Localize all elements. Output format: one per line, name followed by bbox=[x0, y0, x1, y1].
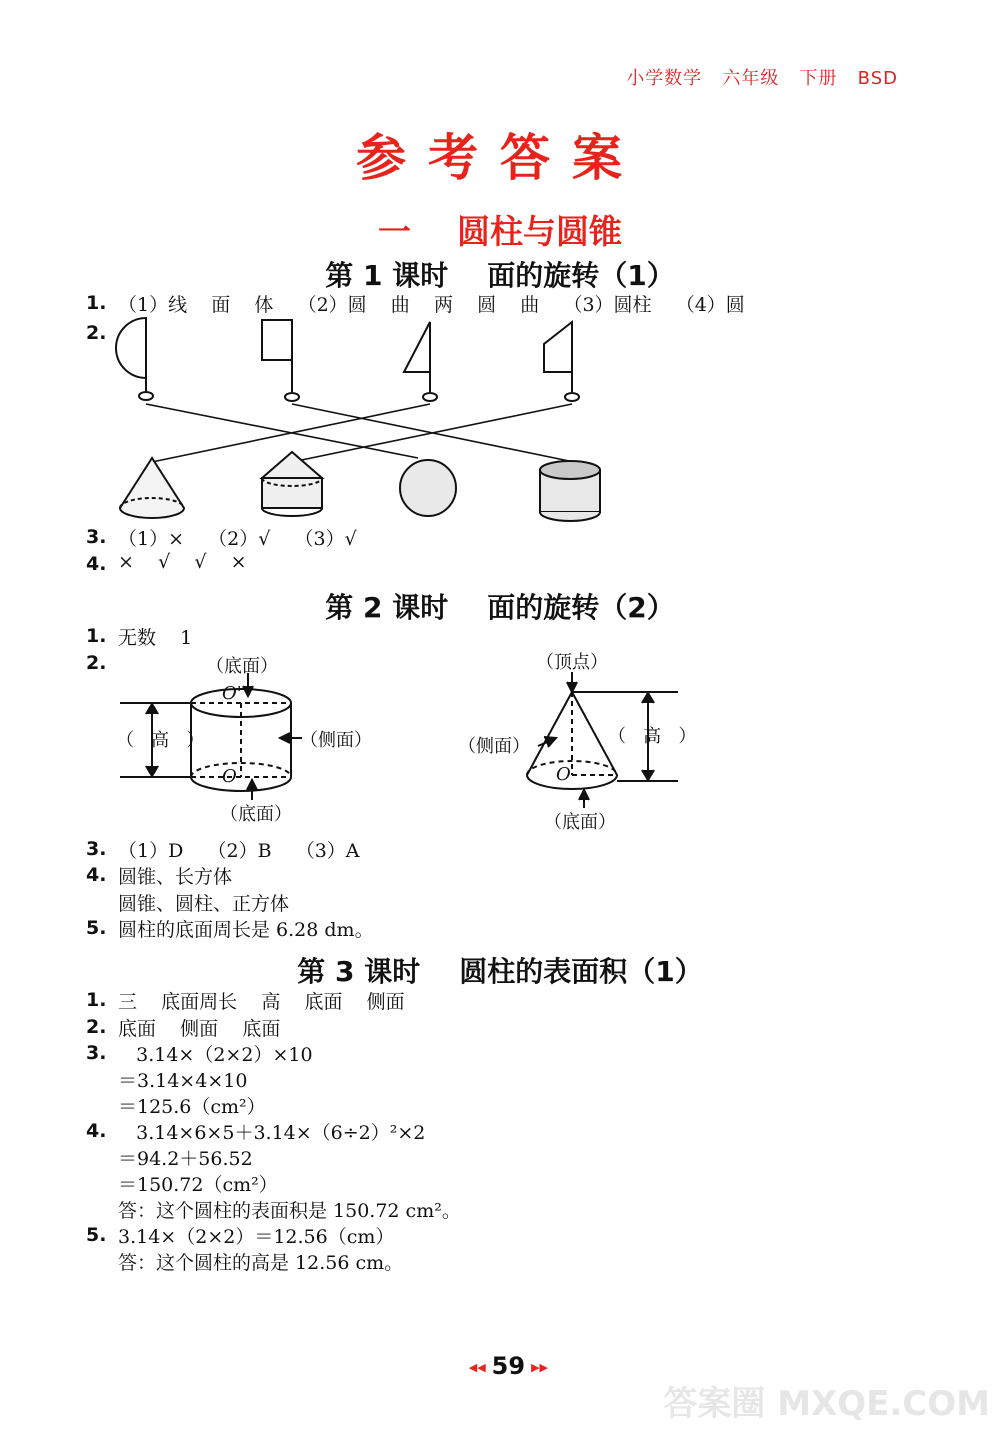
l2-q4-num: 4. bbox=[86, 864, 107, 886]
cyl-o-label: O bbox=[222, 766, 237, 787]
l2-q5-answer: 圆柱的底面周长是 6.28 dm。 bbox=[118, 919, 374, 941]
l3-q4-line4: 答：这个圆柱的表面积是 150.72 cm²。 bbox=[118, 1200, 461, 1222]
solid-cone-on-cylinder bbox=[262, 452, 322, 516]
lesson-1-title: 第 1 课时 面的旋转（1） bbox=[325, 259, 675, 292]
l3-q5-line2: 答：这个圆柱的高是 12.56 cm。 bbox=[118, 1252, 404, 1274]
cyl-bottom-label: （底面） bbox=[220, 804, 292, 825]
l3-q2-answer: 底面 侧面 底面 bbox=[118, 1018, 281, 1040]
l3-q1-answer: 三 底面周长 高 底面 侧面 bbox=[118, 991, 405, 1013]
lesson-2-title: 第 2 课时 面的旋转（2） bbox=[325, 591, 675, 624]
page-number: 59 bbox=[491, 1352, 526, 1380]
l3-q3-num: 3. bbox=[86, 1042, 107, 1064]
next-arrows-icon: ▶▶ bbox=[531, 1360, 548, 1374]
l3-q3-line3: ＝125.6（cm²） bbox=[118, 1096, 266, 1118]
l2-q4-answer-b: 圆锥、圆柱、正方体 bbox=[118, 893, 290, 915]
l1-q1-num: 1. bbox=[86, 292, 107, 314]
cyl-o2-label: O' bbox=[222, 683, 242, 704]
prev-arrows-icon: ◀◀ bbox=[468, 1360, 486, 1374]
l1-q2-num: 2. bbox=[86, 322, 107, 344]
l1-q4-num: 4. bbox=[86, 553, 107, 575]
cyl-height-label: （ 高 ） bbox=[116, 730, 205, 751]
flag-triangle bbox=[404, 322, 437, 401]
l3-q4-num: 4. bbox=[86, 1120, 107, 1142]
cyl-side-label: （侧面） bbox=[300, 730, 372, 751]
l2-q1-num: 1. bbox=[86, 625, 107, 647]
cone-bottom-label: （底面） bbox=[544, 812, 616, 833]
solid-cone bbox=[120, 458, 184, 518]
l1-q3-answer: （1）× （2）√ （3）√ bbox=[118, 528, 357, 550]
watermark: 答案圈 MXQE.COM bbox=[663, 1384, 990, 1424]
l2-q3-answer: （1）D （2）B （3）A bbox=[118, 840, 360, 862]
cone-o-label: O bbox=[556, 764, 571, 785]
l3-q5-line1: 3.14×（2×2）＝12.56（cm） bbox=[118, 1226, 395, 1248]
l3-q1-num: 1. bbox=[86, 989, 107, 1011]
l3-q2-num: 2. bbox=[86, 1016, 107, 1038]
lesson-3-title: 第 3 课时 圆柱的表面积（1） bbox=[297, 955, 703, 988]
cone-top-label: （顶点） bbox=[536, 652, 608, 673]
solid-sphere bbox=[400, 460, 456, 516]
l2-q1-answer: 无数 1 bbox=[118, 627, 193, 649]
l3-q3-line2: ＝3.14×4×10 bbox=[118, 1070, 248, 1092]
l3-q4-line1: 3.14×6×5＋3.14×（6÷2）²×2 bbox=[118, 1122, 426, 1144]
l1-q4-answer: × √ √ × bbox=[118, 551, 247, 573]
unit-number: 一 bbox=[378, 212, 411, 251]
flag-rectangle bbox=[262, 320, 299, 401]
unit-name: 圆柱与圆锥 bbox=[457, 212, 622, 251]
flag-semicircle bbox=[116, 318, 153, 400]
l2-q3-num: 3. bbox=[86, 838, 107, 860]
l2-q4-answer-a: 圆锥、长方体 bbox=[118, 866, 233, 888]
l3-q3-line1: 3.14×（2×2）×10 bbox=[118, 1044, 313, 1066]
l3-q5-num: 5. bbox=[86, 1224, 107, 1246]
book-header: 小学数学 六年级 下册 BSD bbox=[626, 68, 898, 89]
flag-trapezoid bbox=[544, 322, 579, 401]
matching-lines bbox=[146, 404, 574, 462]
l1-q1-answer: （1）线 面 体 （2）圆 曲 两 圆 曲 （3）圆柱 （4）圆 bbox=[118, 294, 745, 316]
l3-q4-line3: ＝150.72（cm²） bbox=[118, 1174, 278, 1196]
l2-q5-num: 5. bbox=[86, 917, 107, 939]
l3-q4-line2: ＝94.2＋56.52 bbox=[118, 1148, 253, 1170]
solid-cylinder bbox=[540, 461, 600, 521]
cone-height-label: （ 高 ） bbox=[608, 726, 697, 747]
page-title: 参考答案 bbox=[356, 129, 644, 187]
cone-side-label: （侧面） bbox=[458, 736, 530, 757]
l2-q2-num: 2. bbox=[86, 652, 107, 674]
page-footer bbox=[0, 1324, 1000, 1380]
cyl-top-label: （底面） bbox=[206, 656, 278, 677]
l1-q3-num: 3. bbox=[86, 526, 107, 548]
